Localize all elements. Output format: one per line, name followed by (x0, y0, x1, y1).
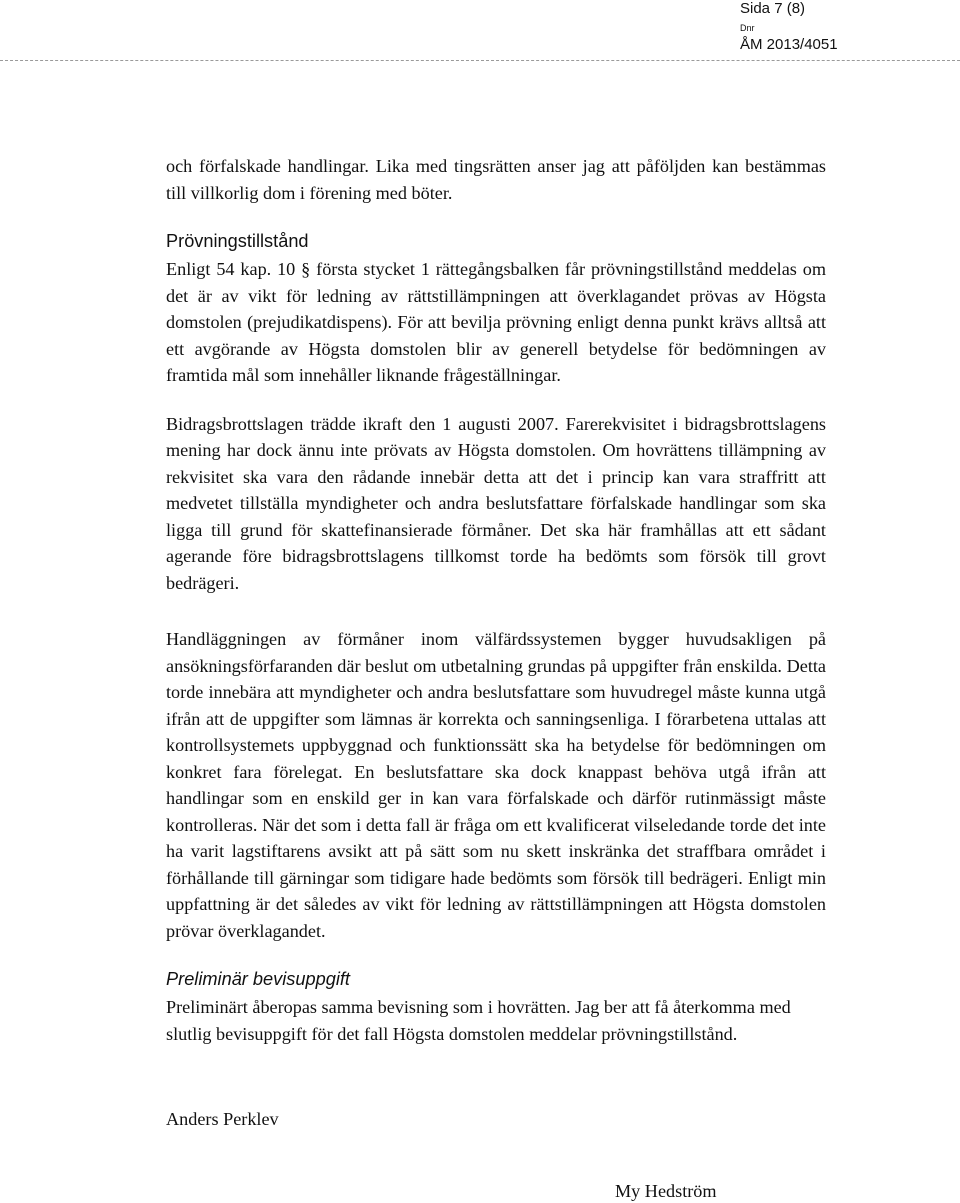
dnr-number: ÅM 2013/4051 (740, 36, 838, 53)
paragraph-penalty: och förfalskade handlingar. Lika med tingsrätten anser jag att påföljden kan bestämmas till villkorlig dom i förening med böter. (166, 156, 826, 203)
paragraph-handlaggning: Handläggningen av förmåner inom välfärdssystemen bygger huvudsakligen på ansökningsförfaranden där beslut om utbetalning grundas på uppgifter från enskilda. Detta torde innebära att myndigheter och andra beslutsfattare som huvudregel måste kunna utgå ifrån att de uppgifter som lämnas är korrekta och sanningsenliga. I förarbetena uttalas att kontrollsystemets uppbyggnad och funktionssätt ska ha betydelse för bedömningen om konkret fara förelegat. En beslutsfattare ska dock knappast behöva utgå ifrån att handlingar som en enskild ger in kan vara förfalskade och därför rutinmässigt måste kontrolleras. När det som i detta fall är fråga om ett kvalificerat vilseledande torde det inte ha varit lagstiftarens avsikt att på sätt som nu skett inskränka det straffbara området i förhållande till gärningar som tidigare hade bedömts som försök till bedrägeri. Enligt min uppfattning är det således av vikt för ledning av rättstillämpningen att Högsta domstolen prövar överklagandet. (166, 629, 826, 941)
document-body (166, 153, 826, 1047)
header-divider (0, 60, 960, 61)
spacer (166, 944, 826, 966)
paragraph-legal-basis: Enligt 54 kap. 10 § första stycket 1 rättegångsbalken får prövningstillstånd meddelas om det är av vikt för ledning av rättstillämpningen att överklagandet prövas av Högsta domstolen (prejudikatdispens). För att bevilja prövning enligt denna punkt krävs alltså att ett avgörande av Högsta domstolen blir av generell betydelse för bedömningen av framtida mål som innehåller liknande frågeställningar. (166, 259, 826, 385)
page-number: Sida 7 (8) (740, 0, 806, 17)
signature-anders-perklev: Anders Perklev (166, 1109, 279, 1129)
heading-provningstillstand: Prövningstillstånd (166, 231, 309, 251)
spacer (166, 206, 826, 228)
heading-preliminar-bevisuppgift: Preliminär bevisuppgift (166, 969, 350, 989)
spacer (166, 389, 826, 411)
paragraph-bevisning: Preliminärt åberopas samma bevisning som i hovrätten. Jag ber att få återkomma med slutlig bevisuppgift för det fall Högsta domstolen meddelar prövningstillstånd. (166, 997, 791, 1044)
paragraph-bidragsbrottslagen: Bidragsbrottslagen trädde ikraft den 1 augusti 2007. Farerekvisitet i bidragsbrottslagens mening har dock ännu inte prövats av Högsta domstolen. Om hovrättens tillämpning av rekvisitet ska vara den rådande innebär detta att det i princip kan vara straffritt att medvetet tillställa myndigheter och andra beslutsfattare förfalskade handlingar som ska ligga till grund för skattefinansierade förmåner. Det ska här framhållas att ett sådant agerande före bidragsbrottslagens tillkomst torde ha bedömts som försök till grovt bedrägeri. (166, 413, 826, 593)
spacer (166, 596, 826, 626)
signature-my-hedstrom: My Hedström (615, 1181, 717, 1201)
dnr-label: Dnr (740, 23, 755, 33)
